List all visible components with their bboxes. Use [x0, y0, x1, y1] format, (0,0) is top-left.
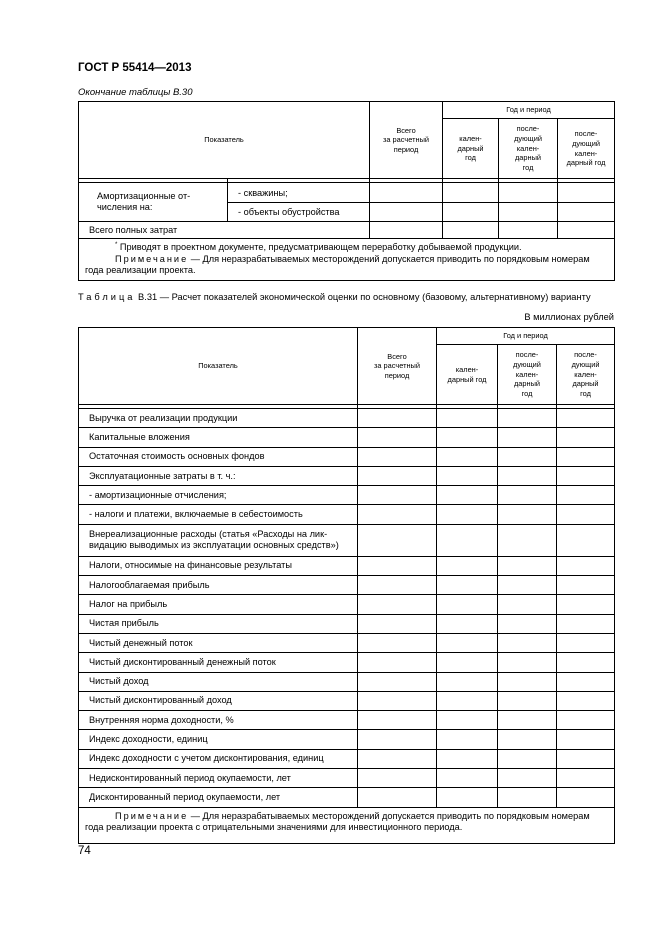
row-label: Эксплуатационные затраты в т. ч.:	[79, 466, 358, 485]
value-cell	[437, 633, 498, 652]
table-row	[79, 749, 615, 768]
row-label: Капитальные вложения	[79, 428, 358, 447]
row-label: Выручка от реализации продукции	[79, 409, 358, 428]
table-row	[79, 653, 615, 672]
row-label: Налоги, относимые на финансовые результаты	[79, 556, 358, 575]
table-row	[79, 633, 615, 652]
value-cell	[557, 524, 615, 556]
value-cell	[557, 409, 615, 428]
table-row	[79, 788, 615, 807]
table-b30-notes	[79, 239, 615, 281]
value-cell	[358, 730, 437, 749]
value-cell	[557, 428, 615, 447]
value-cell	[437, 447, 498, 466]
value-cell	[437, 409, 498, 428]
value-cell	[358, 769, 437, 788]
value-cell	[498, 447, 557, 466]
table-row	[79, 672, 615, 691]
header-total-period: Всего за расчетный период	[370, 102, 443, 179]
page-number: 74	[78, 845, 91, 857]
table-row	[79, 769, 615, 788]
value-cell	[437, 556, 498, 575]
units-label: В миллионах рублей	[524, 312, 614, 322]
row-label: Чистый дисконтированный денежный поток	[79, 653, 358, 672]
document-id: ГОСТ Р 55414—2013	[78, 62, 192, 74]
value-cell	[358, 428, 437, 447]
header-next-calendar-year-2: после- дующий кален- дарный год	[558, 119, 615, 179]
table-row	[79, 595, 615, 614]
table-row	[79, 486, 615, 505]
value-cell	[557, 486, 615, 505]
amortization-label: Амортизационные от- числения на:	[79, 183, 228, 222]
footnote: * Приводят в проектном документе, предусматривающем переработку добываемой продукции.	[115, 242, 522, 253]
value-cell	[557, 788, 615, 807]
value-cell	[358, 505, 437, 524]
table-row	[79, 428, 615, 447]
value-cell	[437, 749, 498, 768]
value-cell	[437, 576, 498, 595]
row-label: Недисконтированный период окупаемости, лет	[79, 769, 358, 788]
table-row	[79, 576, 615, 595]
header-indicator: Показатель	[79, 102, 370, 179]
row-label: Чистый дисконтированный доход	[79, 691, 358, 710]
row-label: Дисконтированный период окупаемости, лет	[79, 788, 358, 807]
value-cell	[498, 691, 557, 710]
value-cell	[557, 556, 615, 575]
value-cell	[437, 486, 498, 505]
value-cell	[498, 466, 557, 485]
header-next-calendar-year-2: после- дующий кален- дарный год	[557, 345, 615, 405]
value-cell	[358, 788, 437, 807]
value-cell	[437, 466, 498, 485]
value-cell	[498, 614, 557, 633]
row-label: - налоги и платежи, включаемые в себестоимость	[79, 505, 358, 524]
value-cell	[437, 653, 498, 672]
table-row	[79, 614, 615, 633]
row-label: Чистый доход	[79, 672, 358, 691]
value-cell	[557, 730, 615, 749]
value-cell	[358, 556, 437, 575]
table-row	[79, 730, 615, 749]
row-label: Чистая прибыль	[79, 614, 358, 633]
value-cell	[498, 556, 557, 575]
value-cell	[437, 711, 498, 730]
value-cell	[498, 576, 557, 595]
row-label: Индекс доходности с учетом дисконтирования, единиц	[79, 749, 358, 768]
row-label: - амортизационные отчисления;	[79, 486, 358, 505]
value-cell	[358, 653, 437, 672]
value-cell	[358, 409, 437, 428]
value-cell	[358, 633, 437, 652]
total-costs-row: Всего полных затрат	[79, 222, 370, 239]
table-row	[79, 409, 615, 428]
value-cell	[498, 749, 557, 768]
table-b31-note-row	[79, 807, 615, 843]
value-cell	[557, 633, 615, 652]
value-cell	[358, 691, 437, 710]
value-cell	[498, 486, 557, 505]
value-cell	[557, 653, 615, 672]
table-row	[79, 691, 615, 710]
table-b30	[78, 101, 615, 281]
table-continuation-caption: Окончание таблицы В.30	[78, 87, 193, 98]
note: Примечание — Для неразрабатываемых месторождений допускается приводить по порядковым номерам года реализации проекта.	[85, 253, 590, 276]
value-cell	[557, 614, 615, 633]
row-label: Остаточная стоимость основных фондов	[79, 447, 358, 466]
header-calendar-year: кален- дарный год	[443, 119, 499, 179]
value-cell	[437, 524, 498, 556]
value-cell	[498, 769, 557, 788]
header-next-calendar-year: после- дующий кален- дарный год	[499, 119, 558, 179]
value-cell	[557, 672, 615, 691]
value-cell	[437, 691, 498, 710]
table-b31-caption: Таблица В.31 — Расчет показателей экономической оценки по основному (базовому, альтернативному) варианту	[78, 292, 591, 302]
table-row	[79, 466, 615, 485]
value-cell	[557, 576, 615, 595]
table-row	[79, 556, 615, 575]
value-cell	[437, 788, 498, 807]
value-cell	[358, 749, 437, 768]
value-cell	[437, 769, 498, 788]
sub-row-wells: - скважины;	[228, 183, 370, 203]
value-cell	[498, 672, 557, 691]
row-label: Внереализационные расходы (статья «Расходы на лик- видацию выводимых из эксплуатации основных средств»)	[79, 524, 358, 556]
value-cell	[557, 769, 615, 788]
header-year-group: Год и период	[443, 102, 615, 119]
value-cell	[437, 614, 498, 633]
row-label: Чистый денежный поток	[79, 633, 358, 652]
value-cell	[437, 428, 498, 447]
value-cell	[498, 730, 557, 749]
value-cell	[358, 447, 437, 466]
value-cell	[358, 524, 437, 556]
row-label: Внутренняя норма доходности, %	[79, 711, 358, 730]
value-cell	[498, 428, 557, 447]
value-cell	[498, 524, 557, 556]
table-row	[79, 505, 615, 524]
value-cell	[358, 576, 437, 595]
value-cell	[557, 749, 615, 768]
table-b31	[78, 327, 615, 844]
value-cell	[557, 466, 615, 485]
header-year-group: Год и период	[437, 328, 615, 345]
value-cell	[358, 711, 437, 730]
header-calendar-year: кален- дарный год	[437, 345, 498, 405]
value-cell	[498, 409, 557, 428]
value-cell	[358, 466, 437, 485]
value-cell	[557, 711, 615, 730]
value-cell	[498, 653, 557, 672]
value-cell	[557, 691, 615, 710]
row-label: Индекс доходности, единиц	[79, 730, 358, 749]
value-cell	[437, 730, 498, 749]
value-cell	[437, 672, 498, 691]
header-indicator: Показатель	[79, 328, 358, 405]
value-cell	[358, 614, 437, 633]
value-cell	[498, 633, 557, 652]
row-label: Налогооблагаемая прибыль	[79, 576, 358, 595]
table-row	[79, 711, 615, 730]
value-cell	[358, 595, 437, 614]
value-cell	[437, 595, 498, 614]
value-cell	[498, 788, 557, 807]
table-row	[79, 524, 615, 556]
value-cell	[557, 595, 615, 614]
note: Примечание — Для неразрабатываемых месторождений допускается приводить по порядковым номерам года реализации проекта с отрицательными значениями для инвестиционного периода.	[79, 807, 615, 843]
row-label: Налог на прибыль	[79, 595, 358, 614]
header-next-calendar-year: после- дующий кален- дарный год	[498, 345, 557, 405]
table-row	[79, 447, 615, 466]
sub-row-facilities: - объекты обустройства	[228, 203, 370, 222]
value-cell	[358, 672, 437, 691]
value-cell	[498, 595, 557, 614]
value-cell	[557, 447, 615, 466]
value-cell	[437, 505, 498, 524]
value-cell	[498, 711, 557, 730]
value-cell	[557, 505, 615, 524]
value-cell	[498, 505, 557, 524]
value-cell	[358, 486, 437, 505]
header-total-period: Всего за расчетный период	[358, 328, 437, 405]
